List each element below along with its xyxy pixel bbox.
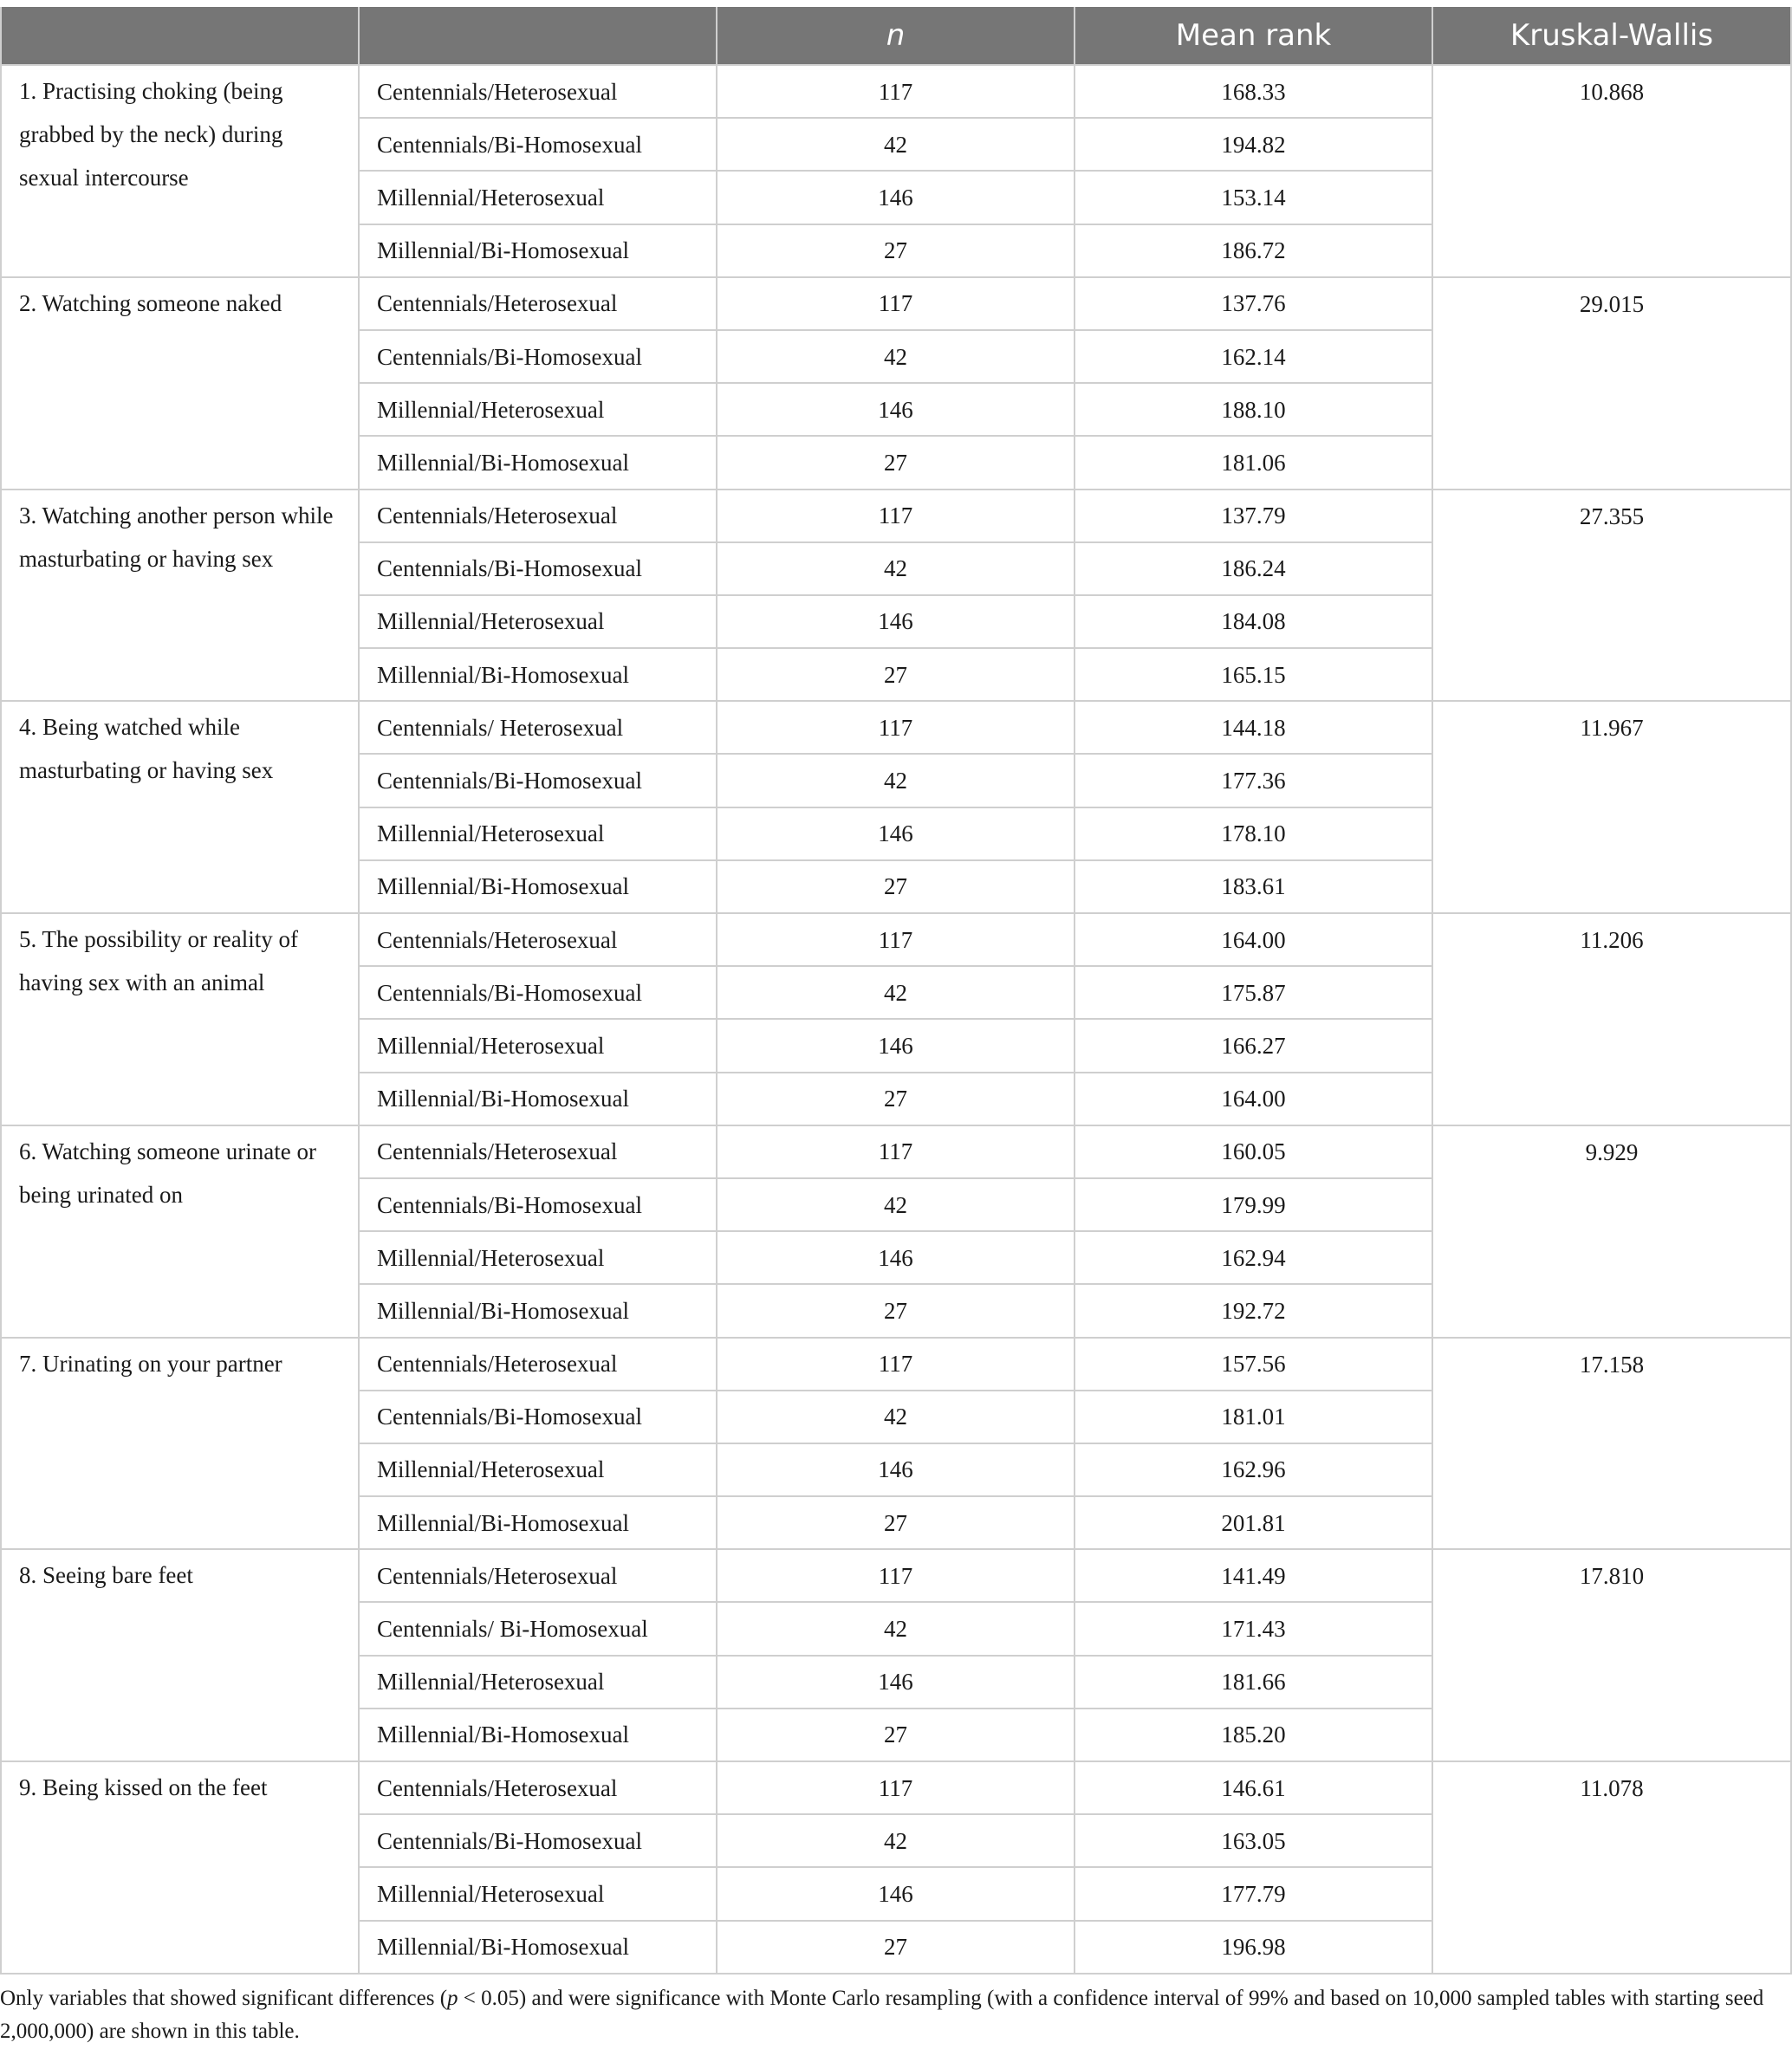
- kruskal-wallis-cell: 27.355: [1432, 490, 1791, 542]
- mean-rank-cell: 144.18: [1075, 701, 1432, 754]
- n-cell: 27: [717, 1073, 1075, 1125]
- group-cell: Centennials/Bi-Homosexual: [359, 330, 717, 383]
- kruskal-wallis-empty-cell: [1432, 1496, 1791, 1549]
- group-cell: Centennials/Heterosexual: [359, 277, 717, 330]
- mean-rank-cell: 179.99: [1075, 1178, 1432, 1231]
- group-cell: Centennials/Heterosexual: [359, 1125, 717, 1178]
- kruskal-wallis-cell: 10.868: [1432, 65, 1791, 118]
- mean-rank-cell: 137.79: [1075, 490, 1432, 542]
- mean-rank-cell: 153.14: [1075, 171, 1432, 224]
- n-cell: 42: [717, 1391, 1075, 1443]
- n-cell: 146: [717, 807, 1075, 860]
- kruskal-wallis-cell: 29.015: [1432, 277, 1791, 330]
- group-cell: Millennial/Heterosexual: [359, 1656, 717, 1709]
- mean-rank-cell: 162.14: [1075, 330, 1432, 383]
- group-cell: Centennials/Heterosexual: [359, 913, 717, 966]
- n-cell: 146: [717, 1231, 1075, 1284]
- table-row: [1, 490, 1791, 542]
- footnote-p-symbol: p: [447, 1987, 458, 2010]
- n-cell: 146: [717, 383, 1075, 436]
- table-row: [1, 701, 1791, 754]
- kruskal-wallis-empty-cell: [1432, 1178, 1791, 1231]
- mean-rank-cell: 185.20: [1075, 1709, 1432, 1761]
- group-cell: Centennials/Heterosexual: [359, 1338, 717, 1391]
- mean-rank-cell: 175.87: [1075, 966, 1432, 1019]
- mean-rank-cell: 165.15: [1075, 648, 1432, 701]
- kruskal-wallis-empty-cell: [1432, 118, 1791, 171]
- n-cell: 27: [717, 860, 1075, 913]
- group-cell: Millennial/Bi-Homosexual: [359, 648, 717, 701]
- mean-rank-cell: 164.00: [1075, 913, 1432, 966]
- group-cell: Centennials/Bi-Homosexual: [359, 1178, 717, 1231]
- kruskal-wallis-empty-cell: [1432, 171, 1791, 224]
- kruskal-wallis-empty-cell: [1432, 1391, 1791, 1443]
- mean-rank-cell: 162.94: [1075, 1231, 1432, 1284]
- kruskal-wallis-empty-cell: [1432, 648, 1791, 701]
- mean-rank-cell: 201.81: [1075, 1496, 1432, 1549]
- n-cell: 27: [717, 1709, 1075, 1761]
- n-cell: 27: [717, 1921, 1075, 1974]
- n-cell: 117: [717, 1338, 1075, 1391]
- header-n: n: [717, 7, 1075, 65]
- group-cell: Millennial/Heterosexual: [359, 807, 717, 860]
- table-row: [1, 65, 1791, 118]
- n-cell: 117: [717, 1761, 1075, 1814]
- n-cell: 42: [717, 542, 1075, 595]
- kruskal-wallis-cell: 11.967: [1432, 701, 1791, 754]
- kruskal-wallis-empty-cell: [1432, 595, 1791, 648]
- kruskal-wallis-cell: 17.158: [1432, 1338, 1791, 1391]
- kruskal-wallis-empty-cell: [1432, 1656, 1791, 1709]
- kruskal-wallis-empty-cell: [1432, 1019, 1791, 1072]
- mean-rank-cell: 181.01: [1075, 1391, 1432, 1443]
- mean-rank-cell: 177.36: [1075, 754, 1432, 807]
- kruskal-wallis-empty-cell: [1432, 966, 1791, 1019]
- mean-rank-cell: 196.98: [1075, 1921, 1432, 1974]
- group-cell: Millennial/Bi-Homosexual: [359, 224, 717, 277]
- n-cell: 27: [717, 436, 1075, 489]
- kruskal-wallis-empty-cell: [1432, 542, 1791, 595]
- table-row: [1, 1549, 1791, 1602]
- n-cell: 27: [717, 648, 1075, 701]
- item-label: 4. Being watched while masturbating or having sex: [1, 701, 359, 913]
- item-label: 7. Urinating on your partner: [1, 1338, 359, 1550]
- n-cell: 146: [717, 1019, 1075, 1072]
- kruskal-wallis-empty-cell: [1432, 1284, 1791, 1337]
- group-cell: Centennials/Bi-Homosexual: [359, 1391, 717, 1443]
- group-cell: Centennials/Heterosexual: [359, 1549, 717, 1602]
- kruskal-wallis-empty-cell: [1432, 383, 1791, 436]
- group-cell: Centennials/Bi-Homosexual: [359, 754, 717, 807]
- group-cell: Millennial/Heterosexual: [359, 1867, 717, 1920]
- mean-rank-cell: 171.43: [1075, 1602, 1432, 1655]
- kruskal-wallis-table: [0, 7, 1792, 1974]
- group-cell: Centennials/Bi-Homosexual: [359, 542, 717, 595]
- group-cell: Centennials/ Heterosexual: [359, 701, 717, 754]
- n-cell: 146: [717, 595, 1075, 648]
- mean-rank-cell: 186.72: [1075, 224, 1432, 277]
- n-cell: 42: [717, 1178, 1075, 1231]
- kruskal-wallis-empty-cell: [1432, 1867, 1791, 1920]
- group-cell: Centennials/Bi-Homosexual: [359, 1814, 717, 1867]
- kruskal-wallis-empty-cell: [1432, 1073, 1791, 1125]
- group-cell: Millennial/Bi-Homosexual: [359, 1921, 717, 1974]
- item-label: 9. Being kissed on the feet: [1, 1761, 359, 1974]
- kruskal-wallis-empty-cell: [1432, 754, 1791, 807]
- kruskal-wallis-cell: 11.206: [1432, 913, 1791, 966]
- mean-rank-cell: 160.05: [1075, 1125, 1432, 1178]
- mean-rank-cell: 168.33: [1075, 65, 1432, 118]
- group-cell: Centennials/ Bi-Homosexual: [359, 1602, 717, 1655]
- table-row: [1, 1761, 1791, 1814]
- n-cell: 146: [717, 1867, 1075, 1920]
- mean-rank-cell: 177.79: [1075, 1867, 1432, 1920]
- kruskal-wallis-empty-cell: [1432, 1231, 1791, 1284]
- item-label: 6. Watching someone urinate or being urinated on: [1, 1125, 359, 1338]
- mean-rank-cell: 178.10: [1075, 807, 1432, 860]
- mean-rank-cell: 194.82: [1075, 118, 1432, 171]
- kruskal-wallis-cell: 11.078: [1432, 1761, 1791, 1814]
- n-cell: 42: [717, 1814, 1075, 1867]
- group-cell: Centennials/Heterosexual: [359, 1761, 717, 1814]
- group-cell: Centennials/Bi-Homosexual: [359, 966, 717, 1019]
- kruskal-wallis-empty-cell: [1432, 1709, 1791, 1761]
- group-cell: Millennial/Heterosexual: [359, 1019, 717, 1072]
- kruskal-wallis-empty-cell: [1432, 1814, 1791, 1867]
- group-cell: Millennial/Heterosexual: [359, 1231, 717, 1284]
- mean-rank-cell: 141.49: [1075, 1549, 1432, 1602]
- n-cell: 42: [717, 330, 1075, 383]
- n-cell: 146: [717, 171, 1075, 224]
- kruskal-wallis-cell: 17.810: [1432, 1549, 1791, 1602]
- item-label: 5. The possibility or reality of having sex with an animal: [1, 913, 359, 1125]
- group-cell: Millennial/Bi-Homosexual: [359, 436, 717, 489]
- kruskal-wallis-cell: 9.929: [1432, 1125, 1791, 1178]
- n-cell: 117: [717, 277, 1075, 330]
- n-cell: 42: [717, 754, 1075, 807]
- n-cell: 117: [717, 490, 1075, 542]
- group-cell: Millennial/Heterosexual: [359, 171, 717, 224]
- footnote-text-2: < 0.05) and were significance with Monte Carlo resampling (with a confidence interval of 99% and based on 10,000 sampled tables with starting seed 2,000,000) are shown in this table.: [0, 1987, 1764, 2043]
- group-cell: Centennials/Heterosexual: [359, 490, 717, 542]
- n-cell: 146: [717, 1656, 1075, 1709]
- table-body: [1, 65, 1791, 1974]
- table-row: [1, 913, 1791, 966]
- kruskal-wallis-empty-cell: [1432, 1921, 1791, 1974]
- n-cell: 117: [717, 65, 1075, 118]
- header-mean-rank: Mean rank: [1075, 7, 1432, 65]
- table-row: [1, 277, 1791, 330]
- group-cell: Millennial/Bi-Homosexual: [359, 1284, 717, 1337]
- table-row: [1, 1338, 1791, 1391]
- footnote-text-1: Only variables that showed significant differences (: [0, 1987, 448, 2010]
- kruskal-wallis-empty-cell: [1432, 1443, 1791, 1496]
- mean-rank-cell: 162.96: [1075, 1443, 1432, 1496]
- mean-rank-cell: 184.08: [1075, 595, 1432, 648]
- item-label: 1. Practising choking (being grabbed by the neck) during sexual intercourse: [1, 65, 359, 277]
- mean-rank-cell: 166.27: [1075, 1019, 1432, 1072]
- table-header-row: [1, 7, 1791, 65]
- item-label: 8. Seeing bare feet: [1, 1549, 359, 1761]
- kruskal-wallis-empty-cell: [1432, 224, 1791, 277]
- group-cell: Millennial/Heterosexual: [359, 1443, 717, 1496]
- group-cell: Millennial/Bi-Homosexual: [359, 1496, 717, 1549]
- kruskal-wallis-empty-cell: [1432, 860, 1791, 913]
- mean-rank-cell: 181.66: [1075, 1656, 1432, 1709]
- n-cell: 42: [717, 966, 1075, 1019]
- item-label: 3. Watching another person while masturbating or having sex: [1, 490, 359, 702]
- group-cell: Millennial/Bi-Homosexual: [359, 1073, 717, 1125]
- n-cell: 117: [717, 701, 1075, 754]
- header-kruskal-wallis: Kruskal-Wallis: [1432, 7, 1791, 65]
- item-label: 2. Watching someone naked: [1, 277, 359, 490]
- header-group: [359, 7, 717, 65]
- mean-rank-cell: 137.76: [1075, 277, 1432, 330]
- mean-rank-cell: 164.00: [1075, 1073, 1432, 1125]
- kruskal-wallis-empty-cell: [1432, 1602, 1791, 1655]
- group-cell: Millennial/Bi-Homosexual: [359, 860, 717, 913]
- mean-rank-cell: 157.56: [1075, 1338, 1432, 1391]
- n-cell: 27: [717, 224, 1075, 277]
- n-cell: 117: [717, 1549, 1075, 1602]
- table-footnote: [0, 1982, 1785, 2048]
- mean-rank-cell: 146.61: [1075, 1761, 1432, 1814]
- n-cell: 117: [717, 1125, 1075, 1178]
- group-cell: Centennials/Bi-Homosexual: [359, 118, 717, 171]
- n-cell: 117: [717, 913, 1075, 966]
- group-cell: Centennials/Heterosexual: [359, 65, 717, 118]
- kruskal-wallis-empty-cell: [1432, 807, 1791, 860]
- mean-rank-cell: 181.06: [1075, 436, 1432, 489]
- n-cell: 42: [717, 118, 1075, 171]
- mean-rank-cell: 163.05: [1075, 1814, 1432, 1867]
- header-item: [1, 7, 359, 65]
- mean-rank-cell: 186.24: [1075, 542, 1432, 595]
- group-cell: Millennial/Heterosexual: [359, 595, 717, 648]
- n-cell: 146: [717, 1443, 1075, 1496]
- kruskal-wallis-empty-cell: [1432, 436, 1791, 489]
- kruskal-wallis-empty-cell: [1432, 330, 1791, 383]
- mean-rank-cell: 188.10: [1075, 383, 1432, 436]
- mean-rank-cell: 192.72: [1075, 1284, 1432, 1337]
- table-row: [1, 1125, 1791, 1178]
- mean-rank-cell: 183.61: [1075, 860, 1432, 913]
- n-cell: 27: [717, 1496, 1075, 1549]
- n-cell: 27: [717, 1284, 1075, 1337]
- n-cell: 42: [717, 1602, 1075, 1655]
- group-cell: Millennial/Heterosexual: [359, 383, 717, 436]
- group-cell: Millennial/Bi-Homosexual: [359, 1709, 717, 1761]
